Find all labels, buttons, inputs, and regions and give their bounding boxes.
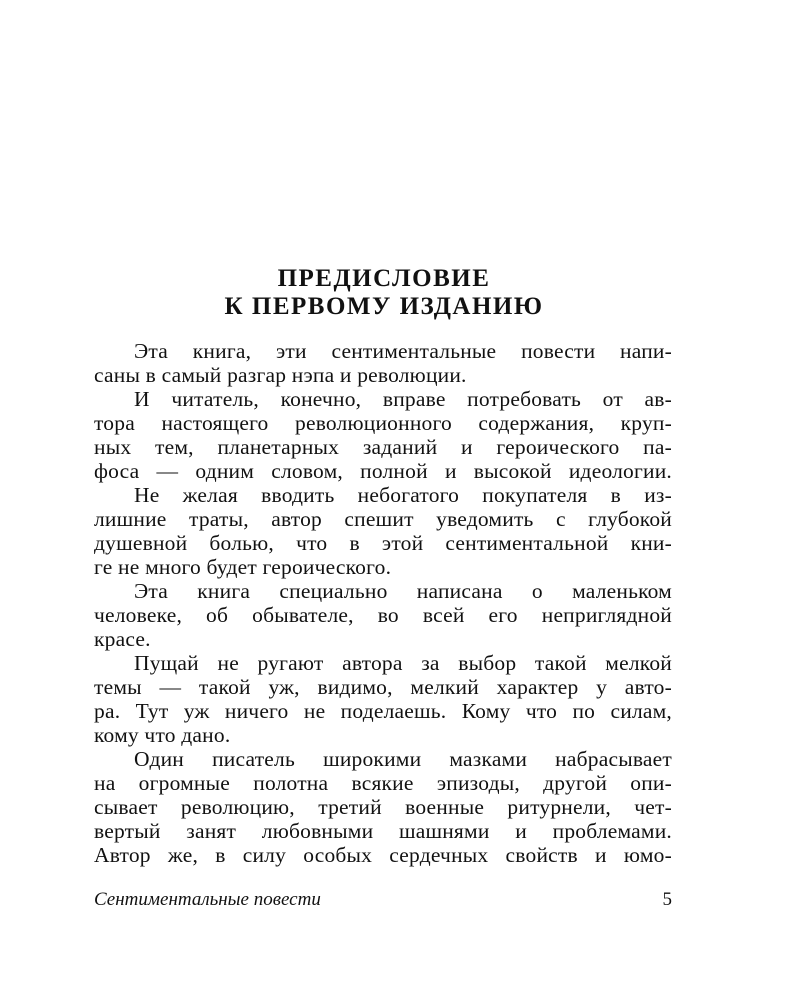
text-line: Один писатель широкими мазками набрасывает <box>134 747 672 771</box>
text-line: саны в самый разгар нэпа и революции. <box>94 363 467 387</box>
text-line: человеке, об обывателе, во всей его неприглядной <box>94 603 672 627</box>
text-line: Эта книга специально написана о маленьком <box>134 579 672 603</box>
text-line: сывает революцию, третий военные ритурнели, чет- <box>94 795 672 819</box>
chapter-heading-line-2: К ПЕРВОМУ ИЗДАНИЮ <box>224 293 544 320</box>
text-line: ге не много будет героического. <box>94 555 392 579</box>
text-line: вертый занят любовными шашнями и проблемами. <box>94 819 672 843</box>
text-line: красе. <box>94 627 151 651</box>
text-line: ра. Тут уж ничего не поделаешь. Кому что по силам, <box>94 699 672 723</box>
text-line: тора настоящего революционного содержания, круп- <box>94 411 672 435</box>
text-line: Автор же, в силу особых сердечных свойств и юмо- <box>94 843 672 867</box>
running-title: Сентиментальные повести <box>94 889 321 910</box>
text-line: Не желая вводить небогатого покупателя в из- <box>134 483 672 507</box>
text-line: темы — такой уж, видимо, мелкий характер у авто- <box>94 675 672 699</box>
text-line: Пущай не ругают автора за выбор такой мелкой <box>134 651 672 675</box>
text-line: на огромные полотна всякие эпизоды, другой опи- <box>94 771 672 795</box>
text-line: лишние траты, автор спешит уведомить с глубокой <box>94 507 672 531</box>
text-line: ных тем, планетарных заданий и героического па- <box>94 435 672 459</box>
text-line: душевной болью, что в этой сентиментальной кни- <box>94 531 672 555</box>
page-number: 5 <box>662 889 672 910</box>
text-line: фоса — одним словом, полной и высокой идеологии. <box>94 459 672 483</box>
text-line: кому что дано. <box>94 723 231 747</box>
text-line: Эта книга, эти сентиментальные повести напи- <box>134 339 672 363</box>
text-line: И читатель, конечно, вправе потребовать от ав- <box>134 387 672 411</box>
chapter-heading-line-1: ПРЕДИСЛОВИЕ <box>277 265 491 292</box>
